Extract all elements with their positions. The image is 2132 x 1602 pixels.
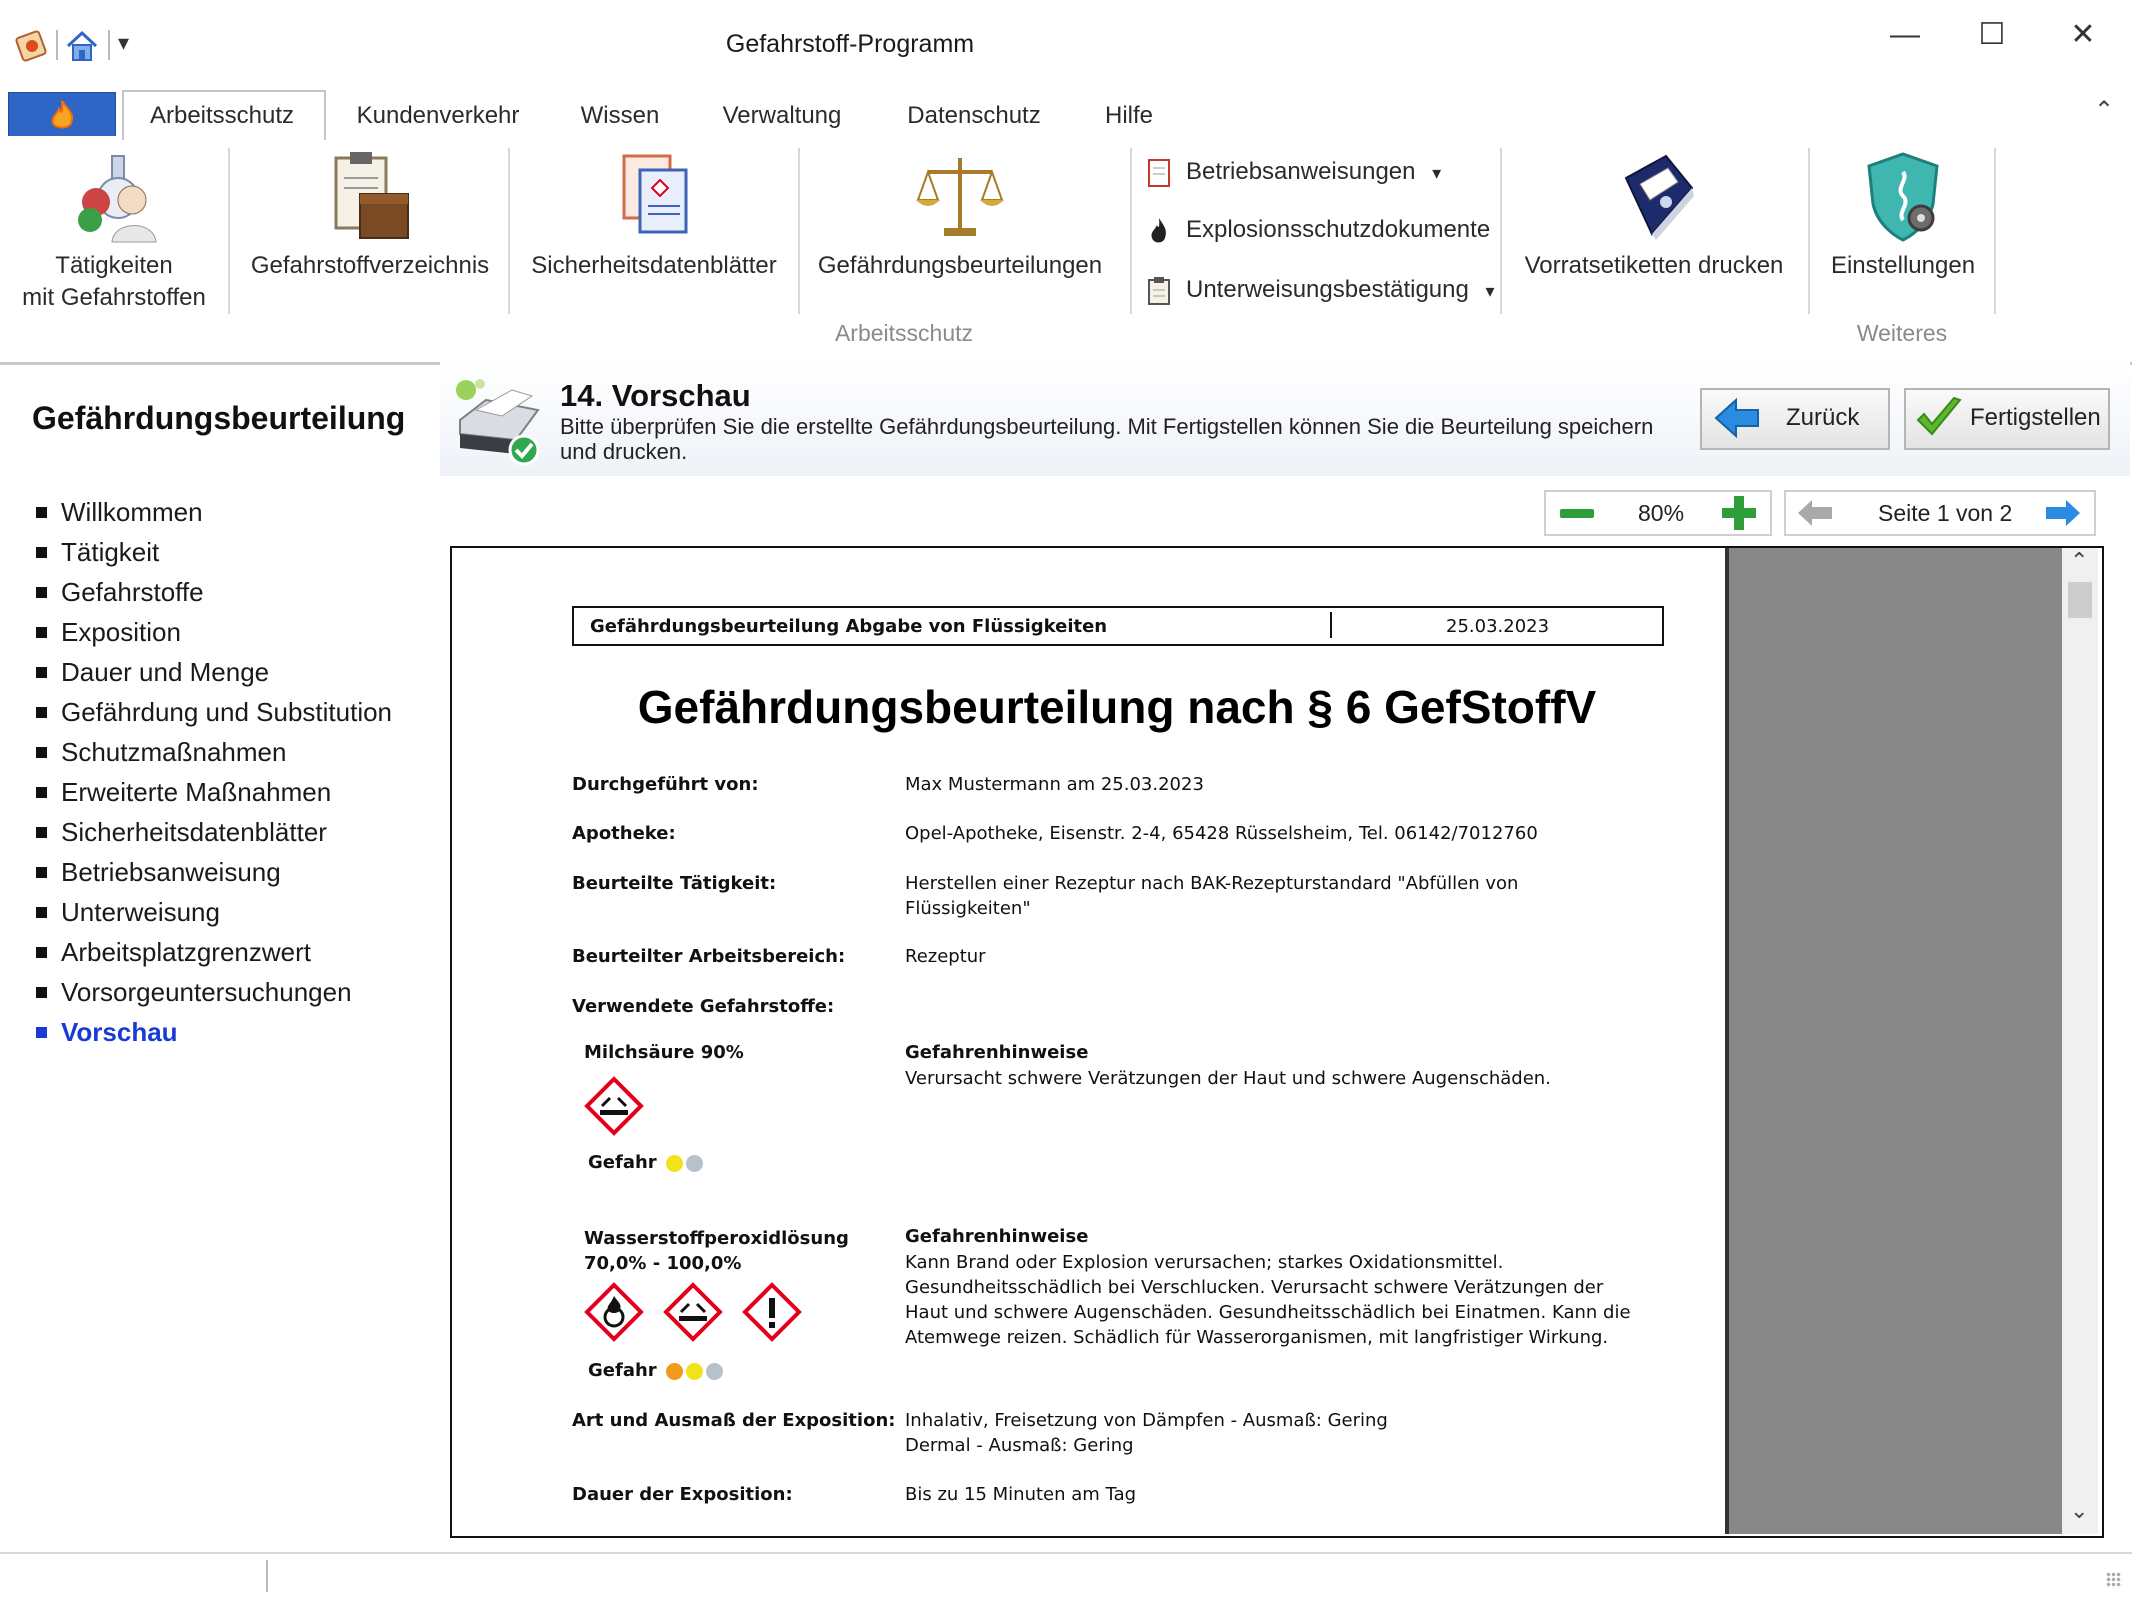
group-weiteres-label: Weiteres xyxy=(1856,320,1948,346)
unterweisung-button[interactable] xyxy=(1146,270,1495,310)
tab-kundenverkehr[interactable]: Kundenverkehr xyxy=(356,102,520,129)
document-header-title: Gefährdungsbeurteilung Abgabe von Flüssigkeiten xyxy=(590,616,1108,637)
resize-grip-icon[interactable] xyxy=(2106,1572,2122,1588)
step-title: 14. Vorschau xyxy=(560,378,751,413)
vorratsetiketten-label: Vorratsetiketten drucken xyxy=(1524,252,1784,279)
document-header-box xyxy=(572,606,1664,646)
vorratsetiketten-button[interactable] xyxy=(1516,140,1792,330)
clipboard-box-icon xyxy=(322,148,418,244)
nav-item-label: Sicherheitsdatenblätter xyxy=(61,817,327,847)
nav-item[interactable] xyxy=(36,774,331,810)
preview-scrollbar[interactable] xyxy=(2062,548,2098,1534)
bullet-icon xyxy=(36,667,47,678)
nav-item[interactable] xyxy=(36,894,220,930)
back-label: Zurück xyxy=(1786,404,1860,431)
bullet-icon xyxy=(36,987,47,998)
ribbon-separator xyxy=(1808,148,1810,314)
explosionsschutz-label: Explosionsschutzdokumente xyxy=(1186,216,1491,243)
arrow-left-icon xyxy=(1712,396,1762,440)
bullet-icon xyxy=(36,707,47,718)
zoom-control xyxy=(1544,490,1772,536)
arbeitsbereich-value: Rezeptur xyxy=(905,946,986,967)
storage-dot-yellow xyxy=(666,1155,683,1172)
maximize-button[interactable]: ☐ xyxy=(1978,18,2006,51)
nav-item-label: Vorschau xyxy=(61,1017,178,1047)
window-title: Gefahrstoff-Programm xyxy=(725,30,975,58)
ribbon-separator xyxy=(1994,148,1996,314)
scroll-up-icon[interactable]: ⌃ xyxy=(2070,548,2089,573)
back-button[interactable] xyxy=(1700,388,1890,450)
nav-item-label: Betriebsanweisung xyxy=(61,857,281,887)
durchgefuehrt-value: Max Mustermann am 25.03.2023 xyxy=(905,774,1204,795)
tab-wissen[interactable]: Wissen xyxy=(580,102,660,129)
ribbon-separator xyxy=(798,148,800,314)
nav-item-label: Gefahrstoffe xyxy=(61,577,204,607)
gefahrstoffverzeichnis-button[interactable] xyxy=(240,140,500,330)
ghs05-corrosive-icon xyxy=(584,1076,644,1141)
ribbon-separator xyxy=(508,148,510,314)
unterweisung-label: Unterweisungsbestätigung xyxy=(1186,276,1469,303)
header-divider xyxy=(1330,612,1332,638)
document-header-date: 25.03.2023 xyxy=(1446,616,1550,637)
taetigkeit-label: Beurteilte Tätigkeit: xyxy=(572,873,777,894)
label-printer-icon xyxy=(1606,148,1702,244)
nav-item[interactable] xyxy=(36,734,286,770)
nav-item-label: Schutzmaßnahmen xyxy=(61,737,287,767)
dauer-value: Bis zu 15 Minuten am Tag xyxy=(905,1484,1137,1505)
status-divider xyxy=(266,1560,268,1592)
taetigkeit-value: Herstellen einer Rezeptur nach BAK-Rezepturstandard "Abfüllen von Flüssigkeiten" xyxy=(905,873,1519,919)
bullet-icon xyxy=(36,787,47,798)
nav-item[interactable] xyxy=(36,934,311,970)
einstellungen-button[interactable] xyxy=(1818,140,1988,330)
ghs05-corrosive-icon xyxy=(663,1282,723,1347)
nav-item-label: Arbeitsplatzgrenzwert xyxy=(61,937,311,967)
ribbon-separator xyxy=(1130,148,1132,314)
document-title: Gefährdungsbeurteilung nach § 6 GefStoffV xyxy=(637,681,1597,733)
nav-item[interactable] xyxy=(36,814,327,850)
zoom-in-icon[interactable] xyxy=(1722,496,1756,530)
substance-1-signal-word: Gefahr xyxy=(588,1152,657,1173)
explosion-flame-icon xyxy=(1146,216,1172,246)
previous-page-icon[interactable] xyxy=(1796,498,1836,528)
exposition-value-2: Dermal - Ausmaß: Gering xyxy=(905,1435,1134,1456)
gefahrstoffverzeichnis-label: Gefahrstoffverzeichnis xyxy=(250,252,490,279)
storage-dot-gray xyxy=(686,1155,703,1172)
bullet-icon xyxy=(36,827,47,838)
dauer-label: Dauer der Exposition: xyxy=(572,1484,793,1505)
lab-worker-icon xyxy=(66,148,162,244)
tab-arbeitsschutz[interactable]: Arbeitsschutz xyxy=(149,102,295,129)
bullet-icon xyxy=(36,747,47,758)
bullet-icon xyxy=(36,907,47,918)
apotheke-label: Apotheke: xyxy=(572,823,676,844)
taetigkeiten-button[interactable] xyxy=(8,140,220,330)
ribbon-separator xyxy=(228,148,230,314)
substance-2-hazard-heading: Gefahrenhinweise xyxy=(905,1226,1089,1247)
nav-item-label: Gefährdung und Substitution xyxy=(61,697,393,727)
bullet-icon xyxy=(36,507,47,518)
bullet-icon xyxy=(36,587,47,598)
nav-item[interactable] xyxy=(36,694,392,730)
ribbon-collapse-icon[interactable]: ⌃ xyxy=(2094,97,2115,124)
nav-item-label: Vorsorgeuntersuchungen xyxy=(61,977,352,1007)
gefaehrdungsbeurteilungen-button[interactable] xyxy=(808,140,1112,330)
taetigkeiten-label-1: Tätigkeiten xyxy=(55,252,173,279)
shield-gear-icon xyxy=(1855,148,1951,244)
substance-1-name: Milchsäure 90% xyxy=(584,1042,744,1063)
qat-dropdown-icon[interactable]: ▾ xyxy=(118,30,130,55)
ribbon-separator xyxy=(1500,148,1502,314)
group-arbeitsschutz-label: Arbeitsschutz xyxy=(834,320,974,346)
sicherheitsdatenblaetter-label: Sicherheitsdatenblätter xyxy=(531,252,777,279)
storage-dot-yellow xyxy=(686,1363,703,1380)
tab-datenschutz[interactable]: Datenschutz xyxy=(907,102,1041,129)
nav-item-label: Exposition xyxy=(61,617,181,647)
exposition-label: Art und Ausmaß der Exposition: xyxy=(572,1410,896,1431)
exposition-value-1: Inhalativ, Freisetzung von Dämpfen - Ausmaß: Gering xyxy=(905,1410,1388,1431)
preview-background xyxy=(1725,548,2064,1534)
file-menu-button[interactable] xyxy=(8,92,116,138)
nav-item[interactable] xyxy=(36,614,181,650)
page-navigator xyxy=(1784,490,2096,536)
nav-item[interactable] xyxy=(36,654,269,690)
gefahrstoffe-label: Verwendete Gefahrstoffe: xyxy=(572,996,835,1017)
scroll-down-icon[interactable]: ⌄ xyxy=(2070,1498,2089,1523)
flame-icon xyxy=(9,93,115,137)
zoom-value: 80% xyxy=(1638,500,1685,526)
checkmark-icon xyxy=(1914,394,1964,442)
scroll-thumb[interactable] xyxy=(2068,582,2092,618)
printer-check-icon xyxy=(446,370,546,470)
tab-hilfe[interactable]: Hilfe xyxy=(1104,102,1153,129)
substance-2-name: Wasserstoffperoxidlösung 70,0% - 100,0% xyxy=(584,1228,849,1274)
substance-2-signal-word: Gefahr xyxy=(588,1360,657,1381)
nav-item[interactable] xyxy=(36,854,281,890)
document-icon xyxy=(1146,158,1172,188)
close-button[interactable]: ✕ xyxy=(2070,18,2096,51)
nav-item[interactable] xyxy=(36,974,352,1010)
substance-1-signal xyxy=(588,1152,703,1173)
minimize-button[interactable]: — xyxy=(1890,18,1920,51)
status-bar xyxy=(0,1552,2132,1602)
nav-item-label: Willkommen xyxy=(61,497,203,527)
substance-2-signal xyxy=(588,1360,723,1381)
nav-item[interactable] xyxy=(36,494,203,530)
bullet-icon xyxy=(36,867,47,878)
unterweisung-dropdown-icon[interactable]: ▾ xyxy=(1485,281,1495,301)
bullet-icon xyxy=(36,547,47,558)
ghs07-exclamation-icon xyxy=(742,1282,802,1347)
zoom-out-icon[interactable] xyxy=(1560,500,1594,526)
nav-item-label: Erweiterte Maßnahmen xyxy=(61,777,332,807)
scales-icon xyxy=(912,148,1008,244)
step-description: Bitte überprüfen Sie die erstellte Gefährdungsbeurteilung. Mit Fertigstellen können Sie die Beurteilung speichern und drucken. xyxy=(560,414,1654,464)
substance-1-hazard-text: Verursacht schwere Verätzungen der Haut und schwere Augenschäden. xyxy=(905,1068,1551,1089)
storage-dot-gray xyxy=(706,1363,723,1380)
nav-item[interactable] xyxy=(36,1014,178,1050)
betriebsanweisungen-dropdown-icon[interactable]: ▾ xyxy=(1432,163,1442,183)
nav-item[interactable] xyxy=(36,574,204,610)
clipboard-icon xyxy=(1146,276,1172,306)
nav-item-label: Dauer und Menge xyxy=(61,657,270,687)
explosionsschutz-button[interactable] xyxy=(1146,210,1490,250)
substance-2-hazard-text: Kann Brand oder Explosion verursachen; starkes Oxidationsmittel. Gesundheitsschädlich bei Verschlucken. Verursacht schwere Verätzungen der Haut und schwere Augenschäden. Gesundheitsschädlich bei Einatmen. Kann die Atemwege reizen. Schädlich für Wasserorganismen, mit langfristiger Wirkung. xyxy=(905,1252,1631,1348)
einstellungen-label: Einstellungen xyxy=(1830,252,1976,279)
finish-label: Fertigstellen xyxy=(1970,404,2101,431)
finish-button[interactable] xyxy=(1904,388,2110,450)
storage-dot-orange xyxy=(666,1363,683,1380)
tab-verwaltung[interactable]: Verwaltung xyxy=(722,102,842,129)
gefaehrdungsbeurteilungen-label: Gefährdungsbeurteilungen xyxy=(817,252,1103,279)
durchgefuehrt-label: Durchgeführt von: xyxy=(572,774,759,795)
bullet-icon xyxy=(36,1027,47,1038)
substance-1-hazard-heading: Gefahrenhinweise xyxy=(905,1042,1089,1063)
nav-item-label: Unterweisung xyxy=(61,897,220,927)
nav-item-label: Tätigkeit xyxy=(61,537,160,567)
safety-datasheet-icon xyxy=(606,148,702,244)
arbeitsbereich-label: Beurteilter Arbeitsbereich: xyxy=(572,946,846,967)
sicherheitsdatenblaetter-button[interactable] xyxy=(520,140,788,330)
page-info: Seite 1 von 2 xyxy=(1878,500,2013,526)
apotheke-value: Opel-Apotheke, Eisenstr. 2-4, 65428 Rüsselsheim, Tel. 06142/7012760 xyxy=(905,823,1538,844)
bullet-icon xyxy=(36,627,47,638)
bullet-icon xyxy=(36,947,47,958)
next-page-icon[interactable] xyxy=(2042,498,2082,528)
betriebsanweisungen-button[interactable] xyxy=(1146,152,1441,192)
taetigkeiten-label-2: mit Gefahrstoffen xyxy=(22,284,206,311)
ghs03-oxidizing-icon xyxy=(584,1282,644,1347)
nav-item[interactable] xyxy=(36,534,159,570)
betriebsanweisungen-label: Betriebsanweisungen xyxy=(1186,158,1416,185)
nav-title: Gefährdungsbeurteilung xyxy=(32,400,406,436)
